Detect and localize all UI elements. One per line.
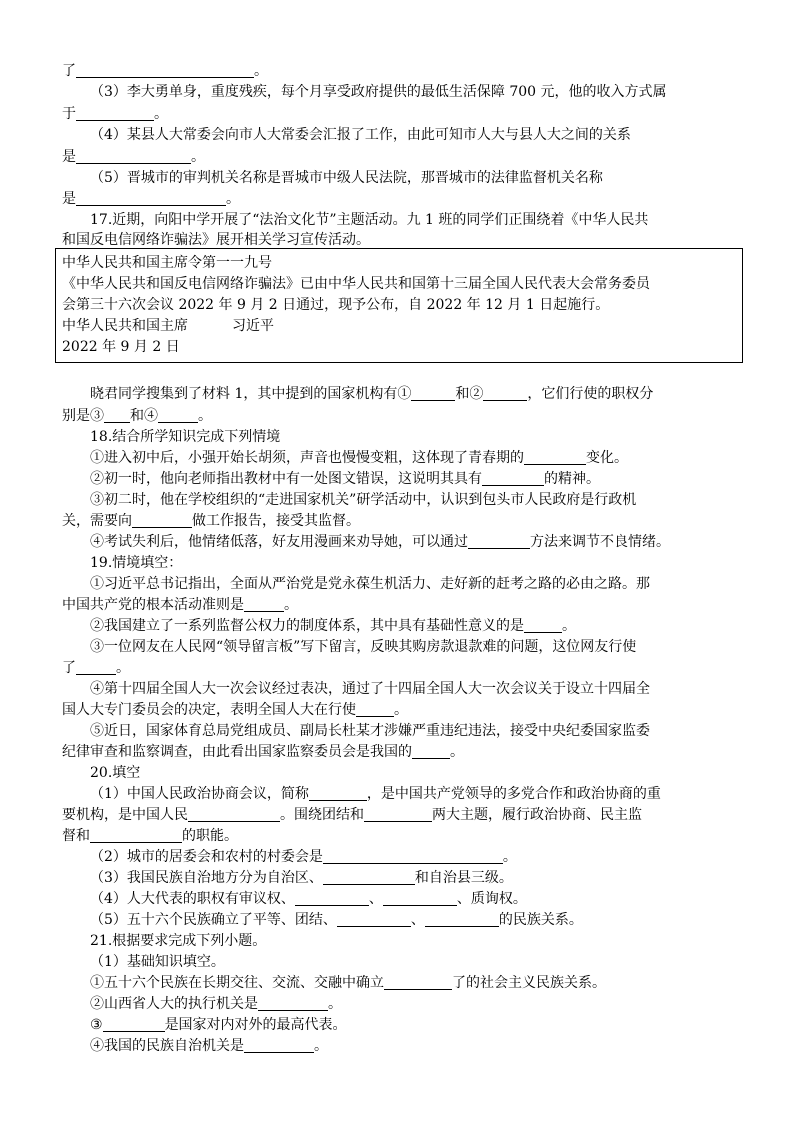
text: 变化。 — [586, 450, 628, 466]
text: 做工作报告，接受其监督。 — [192, 513, 360, 529]
q19-item-4: ④第十四届全国人大一次会议经过表决，通过了十四届全国人大一次会议关于设立十四届全 — [90, 681, 650, 697]
text: 的民族关系。 — [498, 912, 583, 928]
q17-stem-1: 17.近期，向阳中学开展了“法治文化节”主题活动。九 1 班的同学们正围绕着《中华人民共 — [90, 212, 649, 228]
text: 。 — [284, 597, 298, 613]
answer-blank[interactable] — [383, 890, 457, 906]
answer-blank[interactable] — [356, 701, 394, 717]
text: ②我国建立了一系列监督公权力的制度体系，其中具有基础性意义的是 — [90, 618, 524, 634]
text: （3）我国民族自治地方分为自治区、 — [90, 870, 323, 886]
q18-item-3-cont — [62, 511, 360, 531]
text: ②初一时，他向老师指出教材中有一处图文错误，这说明其具有 — [90, 471, 482, 487]
text: 了 — [62, 63, 76, 79]
q21-item-4 — [90, 1036, 328, 1056]
q20-item-5 — [90, 910, 583, 930]
q18-item-4 — [90, 532, 670, 552]
text: 。 — [314, 1038, 328, 1054]
text: ①五十六个民族在长期交往、交流、交融中确立 — [90, 975, 384, 991]
text: 。 — [502, 849, 517, 865]
q16-line-1 — [62, 61, 268, 81]
text: 纪律审查和监察调查，由此看出国家监察委员会是我国的 — [62, 744, 412, 760]
text: 是国家对内对外的最高代表。 — [164, 1017, 347, 1033]
text: 。 — [116, 660, 130, 676]
box-line-1: 中华人民共和国主席令第一一九号 — [62, 255, 272, 271]
text: 关，需要向 — [62, 513, 132, 529]
answer-blank[interactable] — [258, 995, 328, 1011]
q19-item-5: ⑤近日，国家体育总局党组成员、副局长杜某才涉嫌严重违纪违法，接受中央纪委国家监委 — [90, 723, 650, 739]
answer-blank[interactable] — [411, 385, 455, 401]
text: 。围绕团结和 — [280, 807, 364, 823]
q20-item-4 — [90, 889, 527, 909]
text: 别是③ — [62, 408, 104, 424]
text: （4）人大代表的职权有审议权、 — [90, 891, 295, 907]
box-line-3: 会第三十六次会议 2022 年 9 月 2 日通过，现予公布，自 2022 年 12 月 1 日起施行。 — [62, 297, 610, 313]
q19-item-2 — [90, 616, 576, 636]
q20-item-2 — [90, 847, 517, 867]
text: 。 — [198, 408, 212, 424]
q18-item-2 — [90, 469, 600, 489]
box-line-5: 2022 年 9 月 2 日 — [62, 339, 180, 355]
answer-blank[interactable] — [524, 449, 586, 465]
text: ②山西省人大的执行机关是 — [90, 996, 258, 1012]
text: 。 — [254, 63, 268, 79]
q20-title: 20.填空 — [90, 765, 141, 781]
text: （1）中国人民政治协商会议，简称 — [90, 786, 309, 802]
answer-blank[interactable] — [188, 806, 280, 822]
answer-blank[interactable] — [482, 470, 544, 486]
q21-subtitle: （1）基础知识填空。 — [90, 954, 225, 970]
answer-blank[interactable] — [468, 533, 530, 549]
q16-item-3-cont — [62, 104, 168, 124]
text: （2）城市的居委会和农村的村委会是 — [90, 849, 323, 865]
answer-blank[interactable] — [90, 827, 182, 843]
text: ①进入初中后，小强开始长胡须，声音也慢慢变粗，这体现了青春期的 — [90, 450, 524, 466]
text: ③ — [90, 1017, 103, 1033]
q18-item-3: ③初二时，他在学校组织的“走进国家机关”研学活动中，认识到包头市人民政府是行政机 — [90, 492, 637, 508]
text: （5）五十六个民族确立了平等、团结、 — [90, 912, 337, 928]
text: 国人大专门委员会的决定，表明全国人大在行使 — [62, 702, 356, 718]
answer-blank[interactable] — [524, 617, 562, 633]
text: 习近平 — [232, 318, 274, 334]
q19-item-1-cont — [62, 595, 298, 615]
q16-item-4-cont — [62, 147, 205, 167]
answer-blank[interactable] — [132, 512, 192, 528]
q21-item-3 — [90, 1015, 347, 1035]
answer-blank[interactable] — [104, 407, 130, 423]
answer-blank[interactable] — [244, 596, 284, 612]
text: 中国共产党的根本活动准则是 — [62, 597, 244, 613]
text: 、 — [410, 912, 425, 928]
answer-blank[interactable] — [244, 1037, 314, 1053]
text: 。 — [226, 191, 240, 207]
text: 。 — [191, 149, 205, 165]
text: 、 — [368, 891, 383, 907]
answer-blank[interactable] — [483, 385, 527, 401]
text: 于 — [62, 106, 76, 122]
text: 的精神。 — [544, 471, 600, 487]
text: 。 — [154, 106, 168, 122]
answer-blank[interactable] — [76, 148, 191, 164]
q21-item-1 — [90, 973, 606, 993]
text: 了 — [62, 660, 76, 676]
answer-blank[interactable] — [309, 785, 367, 801]
q19-item-5-cont — [62, 742, 464, 762]
text: 和④ — [130, 408, 158, 424]
text: 晓君同学搜集到了材料 1，其中提到的国家机构有① — [90, 386, 412, 402]
answer-blank[interactable] — [384, 974, 452, 990]
q16-item-3: （3）李大勇单身，重度残疾，每个月享受政府提供的最低生活保障 700 元，他的收入方式属 — [90, 84, 667, 100]
text: 的职能。 — [182, 828, 238, 844]
answer-blank[interactable] — [364, 806, 432, 822]
q17-question-2 — [62, 406, 212, 426]
q16-item-5: （5）晋城市的审判机关名称是晋城市中级人民法院，那晋城市的法律监督机关名称 — [90, 170, 603, 186]
q20-item-1-cont2 — [62, 826, 238, 846]
text: 和② — [455, 386, 484, 402]
q19-item-3: ③一位网友在人民网“领导留言板”写下留言，反映其购房款退款难的问题，这位网友行使 — [90, 639, 637, 655]
text: 。 — [450, 744, 464, 760]
text: ，它们行使的职权分 — [527, 386, 654, 402]
text: 要机构，是中国人民 — [62, 807, 188, 823]
text: 。 — [394, 702, 408, 718]
q21-title: 21.根据要求完成下列小题。 — [90, 933, 267, 949]
text: 。 — [328, 996, 342, 1012]
q18-title: 18.结合所学知识完成下列情境 — [90, 429, 281, 445]
text: 是 — [62, 149, 76, 165]
answer-blank[interactable] — [76, 659, 116, 675]
text: 是 — [62, 191, 76, 207]
answer-blank[interactable] — [103, 1016, 165, 1032]
text: 督和 — [62, 828, 90, 844]
text: ，是中国共产党领导的多党合作和政治协商的重 — [366, 786, 661, 802]
q19-item-4-cont — [62, 700, 408, 720]
answer-blank[interactable] — [76, 62, 254, 78]
answer-blank[interactable] — [76, 105, 154, 121]
answer-blank[interactable] — [295, 890, 369, 906]
text: 两大主题，履行政治协商、民主监 — [432, 807, 642, 823]
q18-item-1 — [90, 448, 628, 468]
q20-item-3 — [90, 868, 513, 888]
q19-item-3-cont — [62, 658, 130, 678]
text: 方法来调节不良情绪。 — [530, 534, 670, 550]
material-box — [55, 248, 743, 363]
q19-item-1: ①习近平总书记指出，全面从严治党是党永葆生机活力、走好新的赶考之路的必由之路。那 — [90, 576, 650, 592]
text: 和自治县三级。 — [414, 870, 513, 886]
answer-blank[interactable] — [76, 190, 226, 206]
answer-blank[interactable] — [323, 848, 503, 864]
answer-blank[interactable] — [337, 911, 411, 927]
answer-blank[interactable] — [158, 407, 198, 423]
q21-item-2 — [90, 994, 342, 1014]
q16-item-4: （4）某县人大常委会向市人大常委会汇报了工作，由此可知市人大与县人大之间的关系 — [90, 127, 631, 143]
q17-stem-2: 和国反电信网络诈骗法》展开相关学习宣传活动。 — [62, 232, 370, 248]
text: ④我国的民族自治机关是 — [90, 1038, 244, 1054]
text: 了的社会主义民族关系。 — [452, 975, 606, 991]
text: ④考试失利后，他情绪低落，好友用漫画来劝导她，可以通过 — [90, 534, 468, 550]
answer-blank[interactable] — [323, 869, 415, 885]
q16-item-5-cont — [62, 189, 240, 209]
q20-item-1-cont — [62, 805, 642, 825]
box-line-2: 《中华人民共和国反电信网络诈骗法》已由中华人民共和国第十三届全国人民代表大会常务委员 — [62, 276, 650, 292]
q19-title: 19.情境填空： — [90, 555, 183, 571]
answer-blank[interactable] — [412, 743, 450, 759]
box-line-4 — [62, 316, 274, 336]
answer-blank[interactable] — [425, 911, 499, 927]
q17-question-1 — [90, 384, 653, 404]
q20-item-1 — [90, 784, 661, 804]
text: 。 — [562, 618, 576, 634]
text: 中华人民共和国主席 — [62, 318, 188, 334]
text: 、质询权。 — [456, 891, 527, 907]
